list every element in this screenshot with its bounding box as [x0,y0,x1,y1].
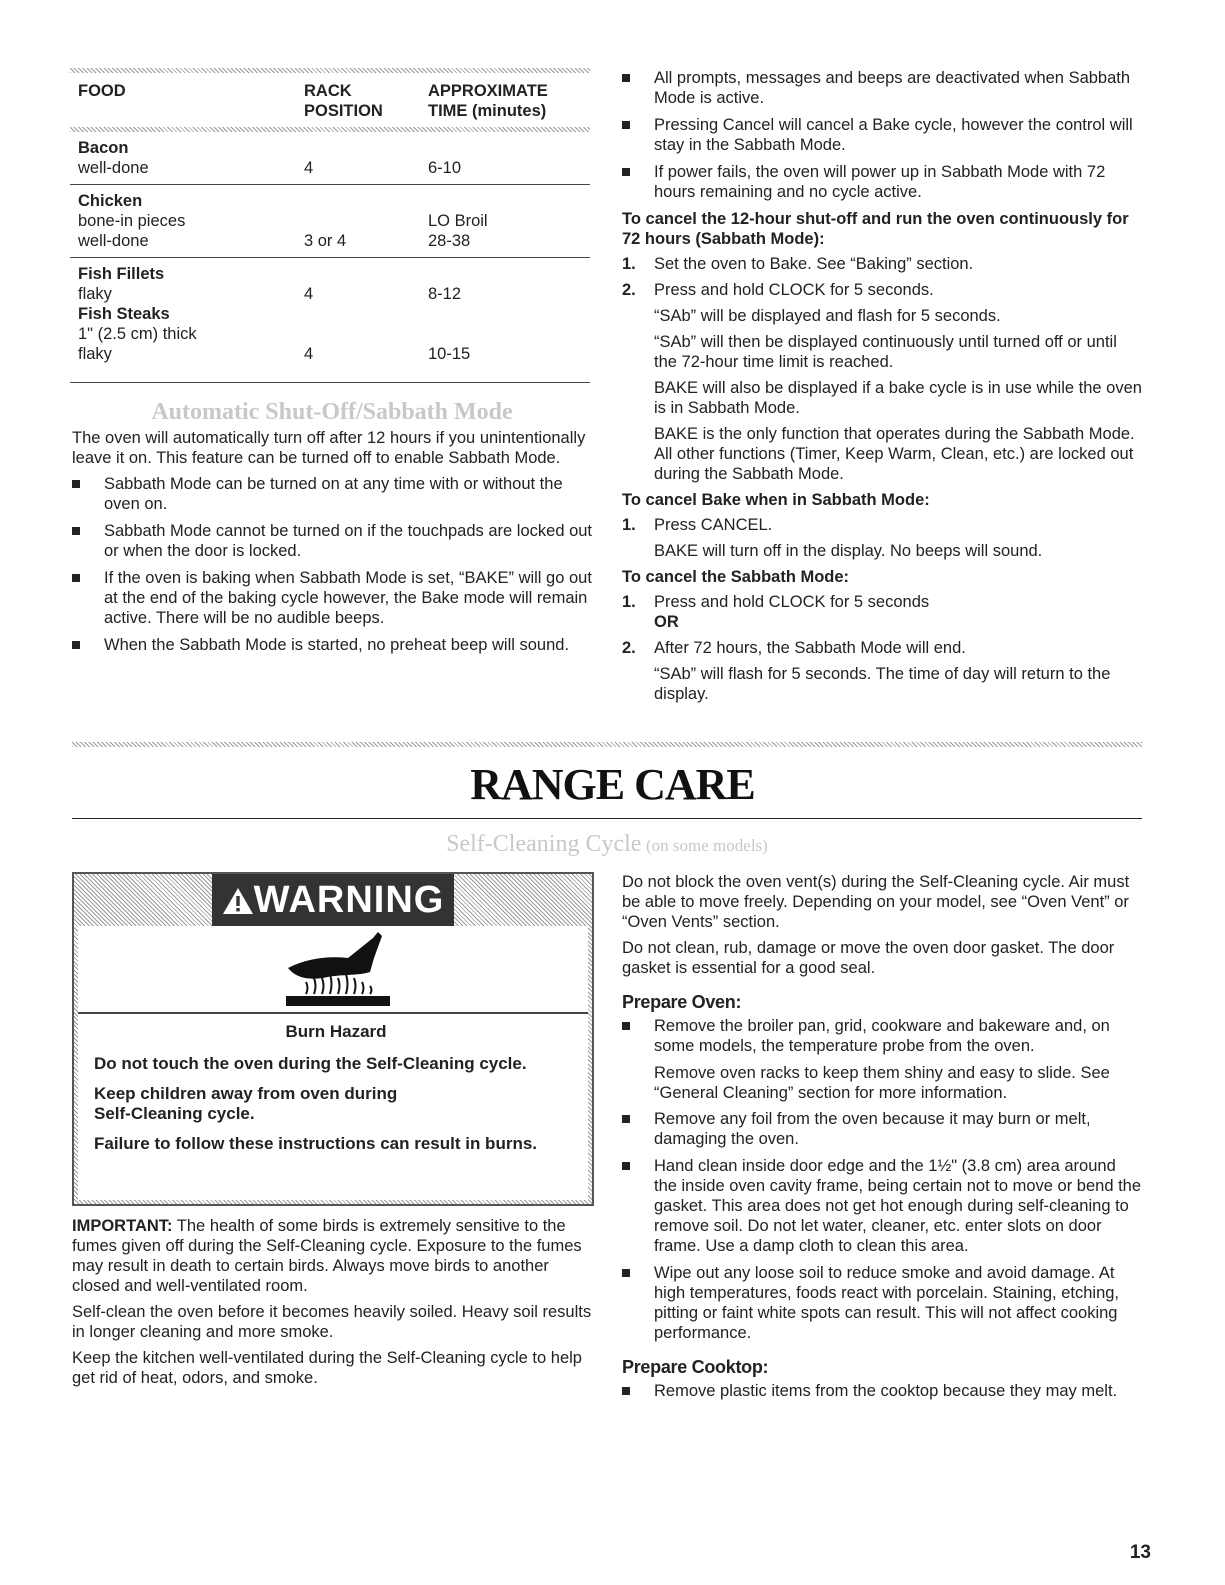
table-cell-food: Fish Steaks [78,305,170,323]
bullet-icon [622,1387,630,1395]
table-cell-rack [304,211,428,231]
bullet-icon [72,641,80,649]
list-item: Sabbath Mode can be turned on at any time with or without the oven on. [72,474,592,514]
warning-label: WARNING [253,879,445,921]
bullet-icon [72,527,80,535]
table-group [70,258,590,383]
list-item: If the oven is baking when Sabbath Mode is set, “BAKE” will go out at the end of the baking cycle however, the Bake mode will remain active. There will be no audible beeps. [72,568,592,628]
step-note: “SAb” will then be displayed continuously until turned off or until the 72-hour time limit is reached. [654,333,1117,371]
list-item: Remove the broiler pan, grid, cookware and bakeware and, on some models, the temperature probe from the oven. [622,1016,1142,1056]
table-row [70,231,590,258]
table-cell-time [428,132,590,158]
warning-text [94,1022,578,1164]
table-row [70,185,590,211]
table-cell-rack [304,304,428,324]
cancel-bake-heading: To cancel Bake when in Sabbath Mode: [622,491,930,509]
step-note: BAKE is the only function that operates during the Sabbath Mode. All other functions (Timer, Keep Warm, Clean, etc.) are locked out during the Sabbath Mode. [654,425,1135,483]
table-cell-time: 6-10 [428,159,462,177]
cancel-sabbath-steps [622,592,1142,658]
table-header-row [70,73,590,127]
warning-triangle-icon [222,887,254,915]
broil-table-section [70,68,590,383]
prepare-cooktop-list [622,1381,1142,1401]
important-paragraph: IMPORTANT: The health of some birds is extremely sensitive to the fumes given off during the Self-Cleaning cycle. Exposure to the fumes may result in death to certain birds. Always move birds to another closed and well-ventilated room. [72,1217,582,1295]
list-item: Wipe out any loose soil to reduce smoke and avoid damage. At high temperatures, foods react with porcelain. Staining, etching, pitting or faint white spots can result. This will not affect cooking performance. [622,1263,1142,1343]
list-item: Hand clean inside door edge and the 1½" (3.8 cm) area around the inside oven cavity frame, being certain not to move or bend the gasket. This area does not get hot enough during self-cleaning to remove soil. Do not let water, cleaner, etc. enter slots on door frame. Use a damp cloth to clean this area. [622,1156,1142,1256]
cancel-12-heading: To cancel the 12-hour shut-off and run the oven continuously for 72 hours (Sabbath Mode): [622,210,1129,248]
shutoff-section [72,398,592,662]
warning-line: Failure to follow these instructions can result in burns. [94,1134,538,1153]
bullet-icon [72,480,80,488]
self-clean-left-text [72,1216,592,1394]
list-item: If power fails, the oven will power up in Sabbath Mode with 72 hours remaining and no cycle active. [622,162,1142,202]
table-group [70,132,590,185]
cancel-sabbath-heading: To cancel the Sabbath Mode: [622,568,850,586]
cancel-12-steps [622,254,1142,300]
table-cell-rack: 4 [304,285,314,303]
shutoff-intro: The oven will automatically turn off after 12 hours if you unintentionally leave it on. This feature can be turned off to enable Sabbath Mode. [72,429,586,467]
table-cell-food: bone-in pieces [78,212,186,230]
bullet-icon [72,574,80,582]
table-cell-food: 1" (2.5 cm) thick [78,325,197,343]
shutoff-bullet-list [72,474,592,655]
bullet-icon [622,74,630,82]
table-cell-rack: 3 or 4 [304,232,347,250]
page-divider [72,742,1142,747]
bullet-icon [622,1022,630,1030]
burn-hand-icon [278,928,398,1010]
step-note: “SAb” will be displayed and flash for 5 seconds. [654,307,1001,325]
self-clean-right-text [622,872,1142,1408]
table-cell-rack [304,132,428,158]
table-cell-time [428,258,590,284]
title-rule [72,818,1142,819]
table-cell-time: 10-15 [428,345,471,363]
body-paragraph: Self-clean the oven before it becomes heavily soiled. Heavy soil results in longer cleaning and more smoke. [72,1303,592,1341]
bullet-icon [622,1115,630,1123]
step-item: 2. After 72 hours, the Sabbath Mode will end. [622,639,966,657]
hazard-title: Burn Hazard [285,1022,387,1041]
table-cell-food: Fish Fillets [78,265,165,283]
prepare-cooktop-heading: Prepare Cooktop: [622,1357,769,1377]
table-cell-time [428,324,590,344]
table-cell-time: LO Broil [428,212,488,230]
step-item: 1. Press and hold CLOCK for 5 seconds OR [622,593,930,631]
table-row [70,344,590,383]
step-item: 1. Set the oven to Bake. See “Baking” section. [622,255,974,273]
list-item: Sabbath Mode cannot be turned on if the touchpads are locked out or when the door is locked. [72,521,592,561]
table-cell-time: 8-12 [428,285,462,303]
table-cell-time [428,304,590,324]
table-group [70,185,590,258]
table-cell-food: Chicken [78,192,143,210]
table-cell-food: Bacon [78,139,129,157]
bullet-icon [622,1269,630,1277]
table-cell-rack [304,258,428,284]
warning-inner [78,926,588,1200]
table-row [70,304,590,324]
table-cell-food: flaky [78,345,112,363]
list-item: Remove plastic items from the cooktop because they may melt. [622,1381,1142,1401]
table-cell-food: well-done [78,159,149,177]
header-rack: RACK POSITION [304,82,383,120]
warning-header [74,874,592,926]
table-cell-rack: 4 [304,345,314,363]
table-cell-time: 28-38 [428,232,471,250]
table-cell-rack [304,185,428,211]
table-row [70,132,590,158]
table-row [70,258,590,284]
body-paragraph: Do not block the oven vent(s) during the Self-Cleaning cycle. Air must be able to move freely. Depending on your model, see “Oven Vent” or “Oven Vents” section. [622,873,1130,931]
list-item: Remove any foil from the oven because it may burn or melt, damaging the oven. [622,1109,1142,1149]
bullet-icon [622,168,630,176]
table-cell-rack: 4 [304,159,314,177]
subtitle-note: (on some models) [646,836,768,855]
step-item: 2. Press and hold CLOCK for 5 seconds. [622,281,934,299]
warning-line: Do not touch the oven during the Self-Cleaning cycle. [94,1054,527,1073]
body-paragraph: Do not clean, rub, damage or move the oven door gasket. The door gasket is essential for a good seal. [622,939,1115,977]
self-cleaning-title: Self-Cleaning Cycle (on some models) [446,831,768,857]
table-cell-rack [304,324,428,344]
step-item: 1. Press CANCEL. [622,516,773,534]
header-food: FOOD [78,82,126,100]
page-number: 13 [1129,1542,1151,1563]
header-time: APPROXIMATE TIME (minutes) [428,82,548,120]
warning-box [72,872,594,1206]
table-row [70,284,590,304]
table-row [70,158,590,185]
list-item: When the Sabbath Mode is started, no preheat beep will sound. [72,635,592,655]
bullet-icon [622,1162,630,1170]
prepare-oven-list [622,1016,1142,1056]
table-row [70,324,590,344]
broil-table [70,73,590,127]
or-label: OR [654,613,679,631]
table-row [70,211,590,231]
cancel-bake-steps [622,515,1142,535]
table-body [70,132,590,383]
body-paragraph: Keep the kitchen well-ventilated during the Self-Cleaning cycle to help get rid of heat, odors, and smoke. [72,1349,582,1387]
prepare-oven-heading: Prepare Oven: [622,992,742,1012]
table-cell-food: flaky [78,285,112,303]
range-care-title: RANGE CARE [470,760,755,809]
burn-hazard-image [78,926,588,1014]
section-title-shutoff: Automatic Shut-Off/Sabbath Mode [151,399,513,425]
list-item: Pressing Cancel will cancel a Bake cycle, however the control will stay in the Sabbath Mode. [622,115,1142,155]
step-note: BAKE will turn off in the display. No beeps will sound. [654,542,1043,560]
list-item: All prompts, messages and beeps are deactivated when Sabbath Mode is active. [622,68,1142,108]
step-note: BAKE will also be displayed if a bake cycle is in use while the oven is in Sabbath Mode. [654,379,1142,417]
list-note: Remove oven racks to keep them shiny and easy to slide. See “General Cleaning” section for more information. [654,1064,1110,1102]
bullet-icon [622,121,630,129]
warning-line: Keep children away from oven during Self-Cleaning cycle. [94,1084,398,1123]
step-note: “SAb” will flash for 5 seconds. The time of day will return to the display. [654,665,1111,703]
table-cell-time [428,185,590,211]
sabbath-section [622,68,1142,710]
prepare-oven-list-2 [622,1109,1142,1343]
table-cell-food: well-done [78,232,149,250]
sabbath-bullet-list [622,68,1142,202]
